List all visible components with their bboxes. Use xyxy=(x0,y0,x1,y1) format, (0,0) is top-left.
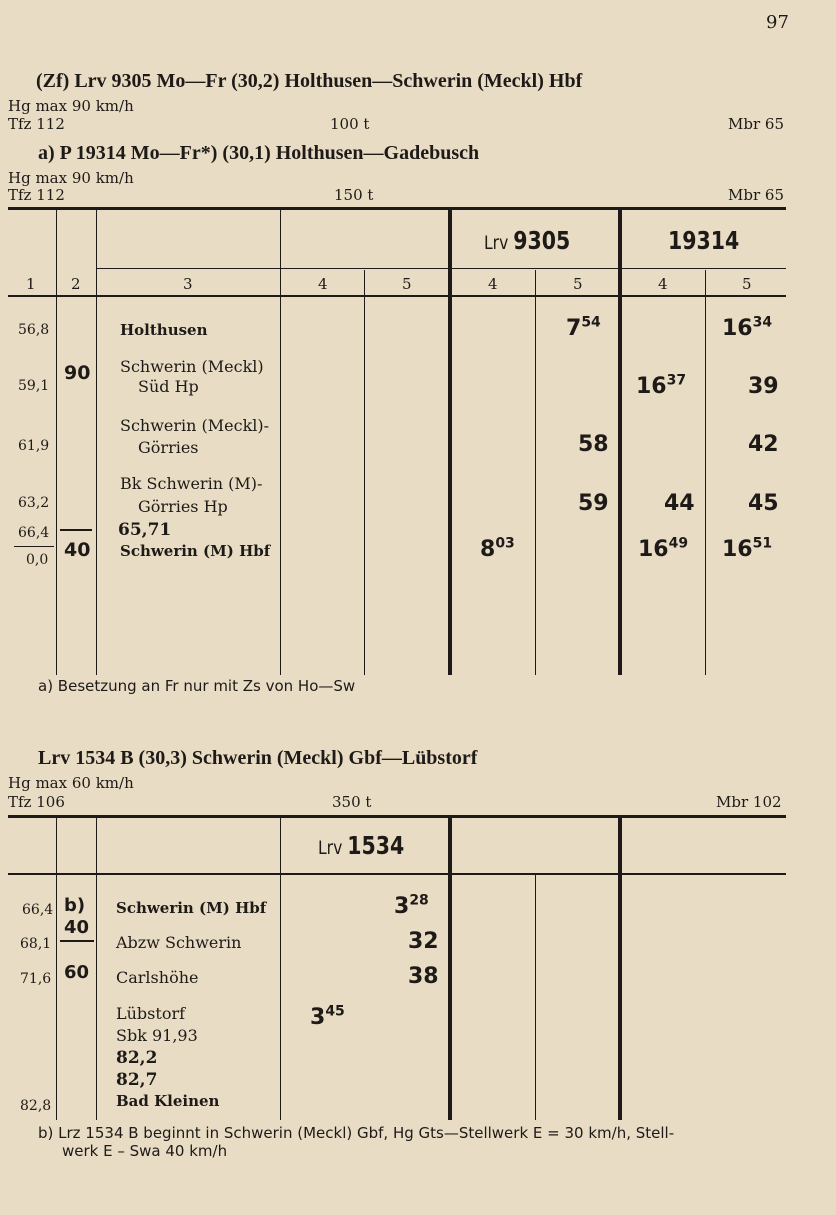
brake-percentage: Mbr 65 xyxy=(728,115,784,133)
col-divider xyxy=(535,875,536,1120)
col-divider-bold xyxy=(618,818,622,1120)
header-divider xyxy=(622,268,786,269)
kilometre-mark: 82,7 xyxy=(116,1070,158,1090)
col-number: 1 xyxy=(26,275,36,293)
train-weight: 100 t xyxy=(330,115,370,133)
time-19314-arr: 44 xyxy=(664,491,695,516)
station-name: Görries Hp xyxy=(138,497,228,516)
traction-unit: Tfz 112 xyxy=(8,186,65,204)
col-number: 5 xyxy=(573,275,583,293)
col-divider xyxy=(364,270,365,675)
max-speed: Hg max 90 km/h xyxy=(8,169,134,187)
km-value: 61,9 xyxy=(18,438,50,454)
col-number: 3 xyxy=(183,275,193,293)
col-divider xyxy=(56,210,57,675)
station-name: Schwerin (Meckl)- xyxy=(120,416,270,435)
time-1534: 38 xyxy=(408,964,439,989)
train-header-19314: 19314 xyxy=(668,226,740,255)
km-value: 56,8 xyxy=(18,322,50,338)
brake-percentage: Mbr 102 xyxy=(716,793,782,811)
traction-unit: Tfz 112 xyxy=(8,115,65,133)
station-name: Görries xyxy=(138,438,199,457)
section-title: (Zf) Lrv 9305 Mo—Fr (30,2) Holthusen—Schwerin (Meckl) Hbf xyxy=(36,70,583,92)
kilometre-mark: 82,2 xyxy=(116,1048,158,1068)
km-value: 68,1 xyxy=(20,936,52,952)
kilometre-mark: 65,71 xyxy=(118,520,172,540)
station-name: Bad Kleinen xyxy=(116,1092,220,1110)
col-number: 4 xyxy=(488,275,498,293)
page-number: 97 xyxy=(766,12,789,33)
col-number: 2 xyxy=(71,275,81,293)
col-divider xyxy=(96,818,97,1120)
station-name: Abzw Schwerin xyxy=(116,933,242,952)
footnote: a) Besetzung an Fr nur mit Zs von Ho—Sw xyxy=(38,677,356,695)
train-header-9305: Lrv 9305 xyxy=(484,226,571,255)
km-value: 71,6 xyxy=(20,971,52,987)
speed-limit: 90 xyxy=(64,362,91,384)
time-1534: 32 xyxy=(408,929,439,954)
station-name: Schwerin (M) Hbf xyxy=(120,542,271,560)
col-number: 5 xyxy=(402,275,412,293)
col-divider xyxy=(56,818,57,1120)
header-divider xyxy=(452,268,618,269)
time-9305-arr: $7^{54}$ xyxy=(566,314,601,341)
time-9305: 59 xyxy=(578,491,609,516)
km-value: 59,1 xyxy=(18,378,50,394)
station-name: Süd Hp xyxy=(138,377,199,396)
time-19314-dep: $16^{34}$ xyxy=(722,314,773,341)
train-header-1534: Lrv 1534 xyxy=(318,831,405,860)
speed-change-rule xyxy=(60,940,94,942)
col-number: 4 xyxy=(658,275,668,293)
station-name: Holthusen xyxy=(120,321,208,339)
time-19314-arr: $16^{37}$ xyxy=(636,372,687,399)
col-divider-bold xyxy=(618,210,622,675)
time-19314-dep: 45 xyxy=(748,491,779,516)
table-top-rule xyxy=(8,207,786,210)
col-number: 4 xyxy=(318,275,328,293)
time-1534-arr: $3^{45}$ xyxy=(310,1003,345,1030)
km-value: 66,4 xyxy=(18,525,50,541)
km-change-rule xyxy=(14,546,54,547)
brake-percentage: Mbr 65 xyxy=(728,186,784,204)
col-divider xyxy=(705,270,706,675)
km-value: 66,4 xyxy=(22,902,54,918)
col-divider-bold xyxy=(448,818,452,1120)
train-weight: 350 t xyxy=(332,793,372,811)
footnote-marker: b) xyxy=(64,895,86,916)
station-name: Carlshöhe xyxy=(116,968,199,987)
time-19314-dep: $16^{51}$ xyxy=(722,535,773,562)
km-value: 82,8 xyxy=(20,1098,52,1114)
traction-unit: Tfz 106 xyxy=(8,793,65,811)
max-speed: Hg max 60 km/h xyxy=(8,774,134,792)
train-weight: 150 t xyxy=(334,186,374,204)
station-name: Bk Schwerin (M)- xyxy=(120,474,263,493)
speed-limit: 60 xyxy=(64,962,90,983)
header-bottom-rule xyxy=(8,295,786,297)
col-divider xyxy=(535,270,536,675)
col-divider xyxy=(96,210,97,675)
station-name: Schwerin (Meckl) xyxy=(120,357,264,376)
km-value: 0,0 xyxy=(26,552,49,568)
time-1534: $3^{28}$ xyxy=(394,892,429,919)
table-top-rule xyxy=(8,815,786,818)
station-name: Schwerin (M) Hbf xyxy=(116,899,267,917)
time-19314: 42 xyxy=(748,432,779,457)
time-9305: 58 xyxy=(578,432,609,457)
signal-point: Sbk 91,93 xyxy=(116,1026,198,1045)
km-value: 63,2 xyxy=(18,495,50,511)
col-divider xyxy=(280,210,281,675)
footnote: werk E – Swa 40 km/h xyxy=(62,1142,228,1160)
time-9305-arr: $8^{03}$ xyxy=(480,535,515,562)
time-19314-dep: 39 xyxy=(748,374,779,399)
section-title: Lrv 1534 B (30,3) Schwerin (Meckl) Gbf—Lübstorf xyxy=(38,747,478,769)
col-divider xyxy=(280,818,281,1120)
max-speed: Hg max 90 km/h xyxy=(8,97,134,115)
footnote: b) Lrz 1534 B beginnt in Schwerin (Meckl) Gbf, Hg Gts—Stellwerk E = 30 km/h, Stell- xyxy=(38,1124,675,1142)
header-bottom-rule xyxy=(8,873,786,875)
station-name: Lübstorf xyxy=(116,1004,186,1023)
time-19314-arr: $16^{49}$ xyxy=(638,535,689,562)
col-number: 5 xyxy=(742,275,752,293)
header-divider xyxy=(96,268,450,269)
speed-change-rule xyxy=(60,529,92,531)
speed-limit: 40 xyxy=(64,917,90,938)
col-divider-bold xyxy=(448,210,452,675)
subsection-title: a) P 19314 Mo—Fr*) (30,1) Holthusen—Gadebusch xyxy=(38,142,480,164)
speed-limit: 40 xyxy=(64,539,91,561)
